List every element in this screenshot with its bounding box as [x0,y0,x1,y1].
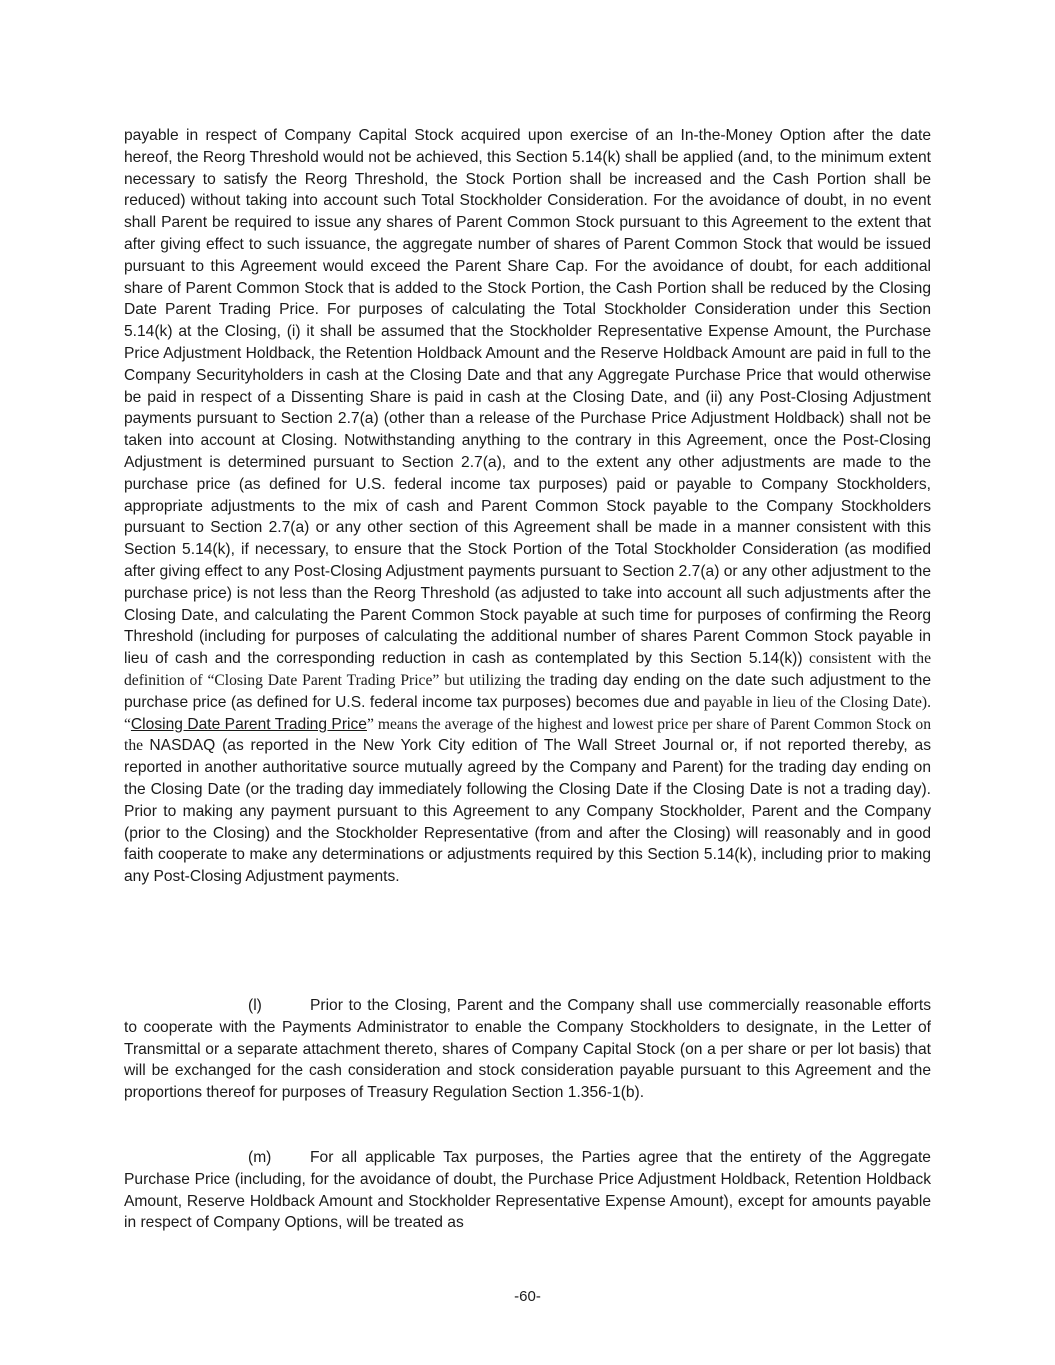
paragraph-l-label: (l) [248,997,262,1014]
paragraph-l-text: Prior to the Closing, Parent and the Company shall use commercially reasonable efforts to cooperate with the Payments Administrator to enable the Company Stockholders to designate, in the Letter of Transmittal or a separate attachment thereto, shares of Company Capital Stock (on a per share or per lot basis) that will be exchanged for the cash consideration and stock consideration payable pursuant to this Agreement and the proportions thereof for purposes of Treasury Regulation Section 1.356-1(b). [124,997,931,1102]
paragraph-m-label: (m) [248,1149,272,1166]
defined-term-closing-date-parent-trading-price: Closing Date Parent Trading Price [130,715,367,733]
paragraph-l [124,995,931,1104]
paragraph-k-text-part2: consistent with the definition of “Closing Date Parent Trading Price” but utilizing the [124,650,931,689]
page-number: -60- [514,1288,541,1305]
paragraph-k-continuation [124,125,931,888]
paragraph-m [124,1147,931,1234]
paragraph-k-text-part4: payable in lieu of the Closing Date). “ [124,693,931,733]
paragraph-k-text-part3: trading day ending on the date such adjustment to the purchase price (as defined for U.S. federal income tax purposes) becomes due and [124,671,931,711]
paragraph-k-text-part6: NASDAQ (as reported in the New York City edition of The Wall Street Journal or, if not reported thereby, as reported in another authoritative source mutually agreed by the Company and Parent) for the trading day ending on the Closing Date (or the trading day immediately following the Closing Date if the Closing Date is not a trading day). Prior to making any payment pursuant to this Agreement to any Company Stockholder, Parent and the Company (prior to the Closing) and the Stockholder Representative (from and after the Closing) will reasonably and in good faith cooperate to make any determinations or adjustments required by this Section 5.14(k), including prior to making any Post-Closing Adjustment payments. [124,737,931,886]
paragraph-k-text-part5: ” means the average of the highest and lowest price per share of Parent Common Stock on the [124,715,931,755]
paragraph-k-text-part1: payable in respect of Company Capital Stock acquired upon exercise of an In-the-Money Option after the date hereof, the Reorg Threshold would not be achieved, this Section 5.14(k) shall be applied (and, to the minimum extent necessary to satisfy the Reorg Threshold, the Stock Portion shall be increased and the Cash Portion shall be reduced) without taking into account such Total Stockholder Consideration. For the avoidance of doubt, in no event shall Parent be required to issue any shares of Parent Common Stock pursuant to this Agreement to the extent that after giving effect to such issuance, the aggregate number of shares of Parent Common Stock that would be issued pursuant to this Agreement would exceed the Parent Share Cap. For the avoidance of doubt, for each additional share of Parent Common Stock that is added to the Stock Portion, the Cash Portion shall be reduced by the Closing Date Parent Trading Price. For purposes of calculating the Total Stockholder Consideration under this Section 5.14(k) at the Closing, (i) it shall be assumed that the Stockholder Representative Expense Amount, the Purchase Price Adjustment Holdback, the Retention Holdback Amount and the Reserve Holdback Amount are paid in full to the Company Securityholders in cash at the Closing Date and that any Aggregate Purchase Price that would otherwise be paid in respect of a Dissenting Share is paid in cash at the Closing Date, and (ii) any Post-Closing Adjustment payments pursuant to Section 2.7(a) (other than a release of the Purchase Price Adjustment Holdback) shall not be taken into account at Closing. Notwithstanding anything to the contrary in this Agreement, once the Post-Closing Adjustment is determined pursuant to Section 2.7(a), and to the extent any other adjustments are made to the purchase price (as defined for U.S. federal income tax purposes) paid or payable to Company Stockholders, appropriate adjustments to the mix of cash and Parent Common Stock payable to the Company Stockholders pursuant to Section 2.7(a) or any other section of this Agreement shall be made in a manner consistent with this Section 5.14(k), if necessary, to ensure that the Stock Portion of the Total Stockholder Consideration (as modified after giving effect to any Post-Closing Adjustment payments pursuant to Section 2.7(a) or any other adjustment to the purchase price) is not less than the Reorg Threshold (as adjusted to take into account all such adjustments after the Closing Date, and calculating the Parent Common Stock payable at such time for purposes of confirming the Reorg Threshold (including for purposes of calculating the additional number of shares Parent Common Stock payable in lieu of cash and the corresponding reduction in cash as contemplated by this Section 5.14(k)) [124,127,931,668]
paragraph-m-text: For all applicable Tax purposes, the Parties agree that the entirety of the Aggregate Purchase Price (including, for the avoidance of doubt, the Purchase Price Adjustment Holdback, Retention Holdback Amount, Reserve Holdback Amount and Stockholder Representative Expense Amount), except for amounts payable in respect of Company Options, will be treated as [124,1149,931,1232]
